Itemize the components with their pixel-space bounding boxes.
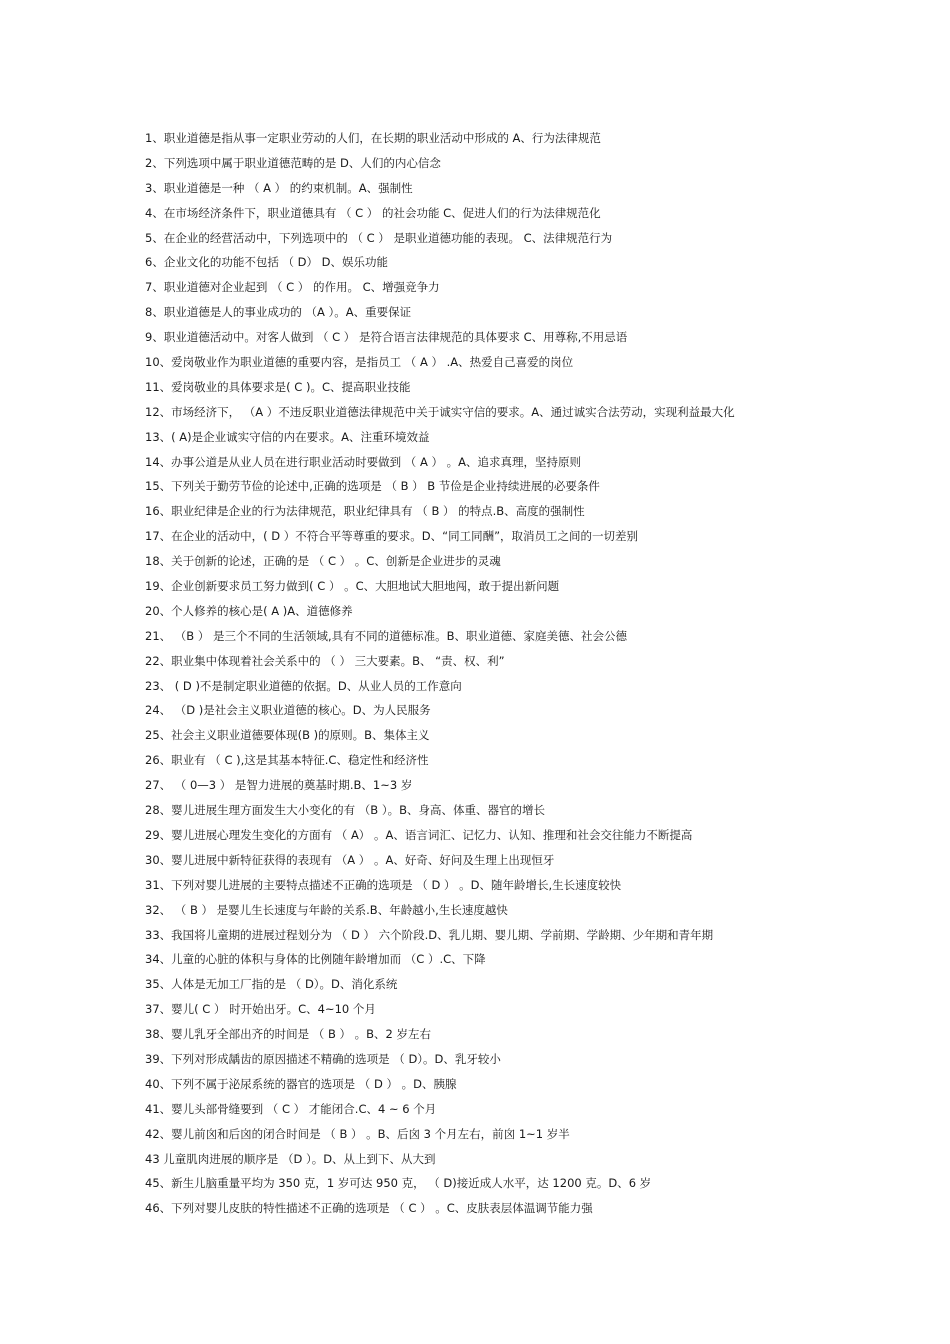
question-line: 10、爱岗敬业作为职业道德的重要内容，是指员工 （ A ） .A、热爱自己喜爱的岗位 bbox=[145, 355, 574, 370]
question-line: 4、在市场经济条件下，职业道德具有 （ C ） 的社会功能 C、促进人们的行为法律规范化 bbox=[145, 205, 601, 220]
question-line: 40、下列不属于泌尿系统的器官的选项是 （ D ） 。D、胰腺 bbox=[145, 1076, 457, 1091]
question-line: 24、 （D )是社会主义职业道德的核心。D、为人民服务 bbox=[145, 703, 431, 718]
question-line: 11、爱岗敬业的具体要求是( C )。C、提高职业技能 bbox=[145, 379, 411, 394]
question-line: 6、企业文化的功能不包括 （ D） D、娱乐功能 bbox=[145, 255, 388, 270]
question-line: 33、我国将儿童期的进展过程划分为 （ D ） 六个阶段.D、乳儿期、婴儿期、学前期、学龄期、少年期和青年期 bbox=[145, 927, 714, 942]
question-line: 26、职业有 （ C ),这是其基本特征.C、稳定性和经济性 bbox=[145, 753, 429, 768]
question-line: 20、个人修养的核心是( A )A、道德修养 bbox=[145, 603, 353, 618]
question-line: 23、 ( D )不是制定职业道德的依据。D、从业人员的工作意向 bbox=[145, 678, 462, 693]
question-line: 27、 （ 0—3 ） 是智力进展的奠基时期.B、1~3 岁 bbox=[145, 778, 413, 793]
question-line: 38、婴儿乳牙全部出齐的时间是 （ B ） 。B、2 岁左右 bbox=[145, 1027, 432, 1042]
question-line: 35、人体是无加工厂指的是 （ D）。D、消化系统 bbox=[145, 977, 398, 992]
question-line: 25、社会主义职业道德要体现(B )的原则。B、集体主义 bbox=[145, 728, 430, 743]
question-line: 34、儿童的心脏的体积与身体的比例随年龄增加而 （C ）.C、下降 bbox=[145, 952, 486, 967]
question-line: 8、职业道德是人的事业成功的 （A ）。A、重要保证 bbox=[145, 305, 412, 320]
question-line: 39、下列对形成龋齿的原因描述不精确的选项是 （ D）。D、乳牙较小 bbox=[145, 1051, 501, 1066]
question-line: 42、婴儿前囟和后囟的闭合时间是 （ B ） 。B、后囟 3 个月左右，前囟 1~1 岁半 bbox=[145, 1126, 570, 1141]
question-line: 32、 （ B ） 是婴儿生长速度与年龄的关系.B、年龄越小,生长速度越快 bbox=[145, 902, 508, 917]
question-line: 37、婴儿( C ） 时开始出牙。C、4~10 个月 bbox=[145, 1002, 376, 1017]
question-line: 5、在企业的经营活动中，下列选项中的 （ C ） 是职业道德功能的表现。 C、法律规范行为 bbox=[145, 230, 613, 245]
question-line: 14、办事公道是从业人员在进行职业活动时要做到 （ A ） 。A、追求真理，坚持原则 bbox=[145, 454, 581, 469]
question-line: 18、关于创新的论述，正确的是 （ C ） 。C、创新是企业进步的灵魂 bbox=[145, 554, 501, 569]
question-line: 19、企业创新要求员工努力做到( C ） 。C、大胆地试大胆地闯，敢于提出新问题 bbox=[145, 579, 560, 594]
question-line: 17、在企业的活动中，( D ）不符合平等尊重的要求。D、“同工同酬”，取消员工之间的一切差别 bbox=[145, 529, 639, 544]
question-line: 12、市场经济下， （A ）不违反职业道德法律规范中关于诚实守信的要求。A、通过诚实合法劳动，实现利益最大化 bbox=[145, 404, 735, 419]
question-line: 1、职业道德是指从事一定职业劳动的人们，在长期的职业活动中形成的 A、行为法律规范 bbox=[145, 131, 601, 145]
question-line: 46、下列对婴儿皮肤的特性描述不正确的选项是 （ C ） 。C、皮肤表层体温调节能力强 bbox=[145, 1201, 593, 1216]
question-line: 13、( A)是企业诚实守信的内在要求。A、注重环境效益 bbox=[145, 429, 430, 444]
question-line: 21、 （B ） 是三个不同的生活领域,具有不同的道德标准。B、职业道德、家庭美德、社会公德 bbox=[145, 628, 628, 643]
question-line: 2、下列选项中属于职业道德范畴的是 D、人们的内心信念 bbox=[145, 155, 441, 170]
question-line: 30、婴儿进展中新特征获得的表现有 （A ） 。A、好奇、好问及生理上出现恒牙 bbox=[145, 852, 555, 867]
question-line: 7、职业道德对企业起到 （ C ） 的作用。 C、增强竞争力 bbox=[145, 280, 440, 295]
question-line: 16、职业纪律是企业的行为法律规范，职业纪律具有 （ B ） 的特点.B、高度的强制性 bbox=[145, 504, 585, 519]
question-line: 15、下列关于勤劳节俭的论述中,正确的选项是 （ B ） B 节俭是企业持续进展的必要条件 bbox=[145, 479, 600, 494]
question-line: 9、职业道德活动中。对客人做到 （ C ） 是符合语言法律规范的具体要求 C、用尊称,不用忌语 bbox=[145, 330, 628, 345]
question-line: 41、婴儿头部骨缝要到 （ C ） 才能闭合.C、4 ~ 6 个月 bbox=[145, 1101, 437, 1116]
question-line: 31、下列对婴儿进展的主要特点描述不正确的选项是 （ D ） 。D、随年龄增长,生长速度较快 bbox=[145, 877, 622, 892]
question-line: 22、职业集中体现着社会关系中的 （ ） 三大要素。B、 “责、权、利” bbox=[145, 653, 505, 668]
question-line: 29、婴儿进展心理发生变化的方面有 （ A） 。A、语言词汇、记忆力、认知、推理和社会交往能力不断提高 bbox=[145, 827, 693, 842]
question-line: 28、婴儿进展生理方面发生大小变化的有 （B ）。B、身高、体重、器官的增长 bbox=[145, 803, 545, 818]
question-line: 43 儿童肌肉进展的顺序是 （D ）。D、从上到下、从大到 bbox=[145, 1151, 436, 1166]
question-line: 3、职业道德是一种 （ A ） 的约束机制。A、强制性 bbox=[145, 180, 413, 195]
question-line: 45、新生儿脑重量平均为 350 克，1 岁可达 950 克， （ D)接近成人水平，达 1200 克。D、6 岁 bbox=[145, 1176, 652, 1191]
document-page bbox=[145, 126, 925, 1221]
